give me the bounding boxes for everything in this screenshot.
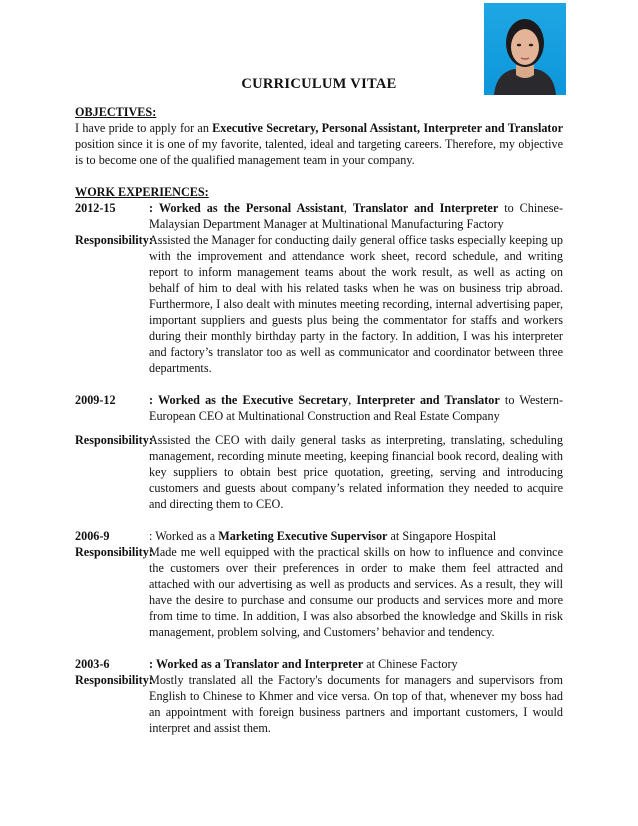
responsibility-label: Responsibility: <box>75 233 153 247</box>
role-title-1: Marketing Executive Supervisor <box>218 529 388 543</box>
role-intro: : Worked as a <box>149 529 219 543</box>
role-employer: at Chinese Factory <box>363 657 458 671</box>
work-entry-responsibility-row <box>75 232 563 376</box>
objectives-text-1: I have pride to apply for an <box>75 121 213 135</box>
responsibility-label: Responsibility: <box>75 673 153 687</box>
objectives-paragraph <box>75 120 563 168</box>
role-intro: : Worked as a <box>149 657 224 671</box>
role-title-2: Translator and Interpreter <box>352 201 499 215</box>
role-title-2: Interpreter and Translator <box>356 393 500 407</box>
responsibility-text: Assisted the CEO with daily general tasks as interpreting, translating, scheduling management, recording minute meeting, keeping financial book record, dealing with key suppliers to obtain best price quotation, greeting, serving and introducing customers and guests about company’s related information they needed to acquire and directing them to CEO. <box>149 433 563 511</box>
work-entry-responsibility-row <box>75 544 563 640</box>
work-role <box>149 528 563 544</box>
cv-content <box>75 104 563 736</box>
work-period: 2006-9 <box>75 529 110 543</box>
objectives-heading: OBJECTIVES: <box>75 105 157 119</box>
objectives-positions: Executive Secretary, Personal Assistant, Interpreter and Translator <box>212 121 563 135</box>
work-period: 2009-12 <box>75 393 116 407</box>
role-separator: , <box>343 201 353 215</box>
work-entry-period-row <box>75 528 563 544</box>
responsibility-text: Mostly translated all the Factory's documents for managers and supervisors from English to Chinese to Khmer and vice versa. On top of that, whenever my boss had an appointment with foreign business partners and important customers, I would interpret and assist them. <box>149 673 563 735</box>
role-title-1: Personal Assistant <box>245 201 344 215</box>
role-intro: : Worked as the <box>149 393 243 407</box>
role-employer: to Western-European CEO at Multinational Construction and Real Estate Company <box>149 393 564 423</box>
responsibility-label: Responsibility: <box>75 545 153 559</box>
work-experiences-heading: WORK EXPERIENCES: <box>75 185 209 199</box>
work-role <box>149 392 563 424</box>
responsibility-label: Responsibility: <box>75 433 153 447</box>
work-entry-responsibility-row <box>75 432 563 512</box>
role-intro: : Worked as the <box>149 201 246 215</box>
role-separator: , <box>348 393 357 407</box>
work-role <box>149 200 563 232</box>
work-entry-period-row <box>75 656 563 672</box>
responsibility-text: Made me well equipped with the practical skills on how to influence and convince the customers over their preferences in order to make them feel attracted and attached with our advertising as well as products and services. As a result, they will have the desire to purchase and consume our products and services more and more from time to time. In addition, I was also absorbed the knowledge and Skills in risk management, problem solving, and Customers’ behavior and tendency. <box>149 545 563 639</box>
work-role <box>149 656 563 672</box>
work-period: 2003-6 <box>75 657 110 671</box>
work-entry-period-row <box>75 392 563 424</box>
work-period: 2012-15 <box>75 201 116 215</box>
role-employer: to Chinese-Malaysian Department Manager at Multinational Manufacturing Factory <box>149 201 564 231</box>
role-title-1: Translator and Interpreter <box>223 657 364 671</box>
work-entry-responsibility-row <box>75 672 563 736</box>
work-entry-period-row <box>75 200 563 232</box>
role-employer: at Singapore Hospital <box>387 529 497 543</box>
objectives-text-2: position since it is one of my favorite, talented, ideal and targeting careers. Therefore, my objective is to become one of the qualified management team in your company. <box>75 137 563 167</box>
page-title: CURRICULUM VITAE <box>241 76 397 92</box>
responsibility-text: Assisted the Manager for conducting daily general office tasks especially keeping up with the improvement and attendance work sheet, record schedule, and writing report to inform management teams about the work result, as well as acting on behalf of him to deal with his related tasks when he was on business trip abroad. Furthermore, I also dealt with minutes meeting recording, internal advertising paper, important suppliers and guests plus being the commentator for staffs and workers during their monthly birthday party in the factory. In addition, I was his interpreter and factory’s translator too as well as communicator and coordinator between three departments. <box>149 233 563 375</box>
role-title-1: Executive Secretary <box>242 393 349 407</box>
